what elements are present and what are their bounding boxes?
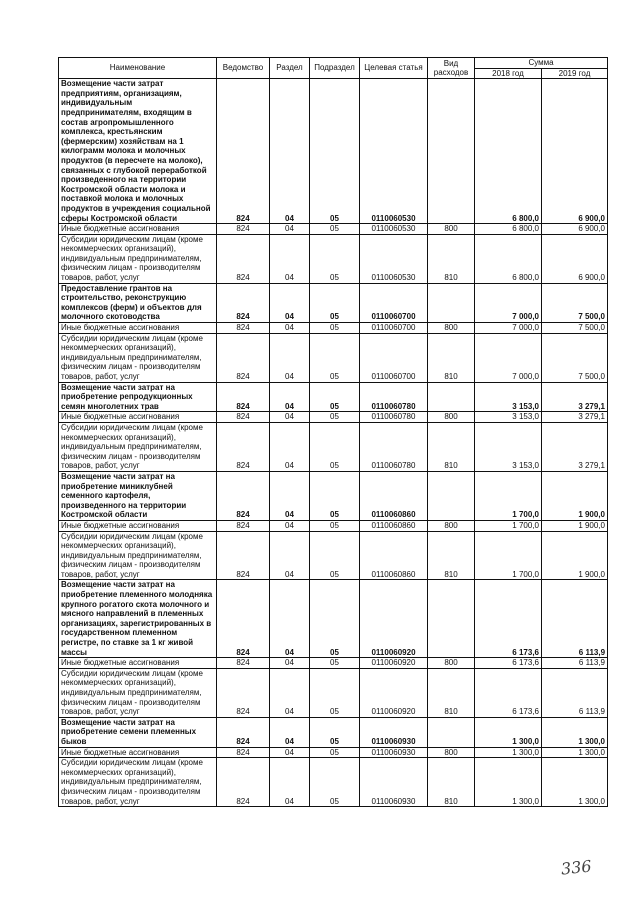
cell-section: 04 — [270, 412, 310, 423]
cell-section: 04 — [270, 580, 310, 658]
cell-name: Возмещение части затрат на приобретение репродукционных семян многолетних трав — [59, 382, 217, 412]
cell-section: 04 — [270, 323, 310, 334]
cell-section: 04 — [270, 471, 310, 520]
table-row — [59, 717, 608, 747]
cell-2019: 3 279,1 — [542, 422, 608, 471]
cell-exptype: 810 — [428, 234, 475, 283]
cell-name: Субсидии юридическим лицам (кроме некоммерческих организаций), индивидуальным предпринимателям, физическим лицам - производителям товаров, работ, услуг — [59, 758, 217, 807]
cell-exptype: 800 — [428, 224, 475, 235]
cell-subsection: 05 — [310, 79, 360, 224]
table-row — [59, 234, 608, 283]
cell-name: Возмещение части затрат на приобретение семени племенных быков — [59, 717, 217, 747]
table-row — [59, 323, 608, 334]
table-row — [59, 758, 608, 807]
cell-name: Субсидии юридическим лицам (кроме некоммерческих организаций), индивидуальным предпринимателям, физическим лицам - производителям товаров, работ, услуг — [59, 668, 217, 717]
cell-target: 0110060530 — [360, 224, 428, 235]
header-year-2018: 2018 год — [475, 68, 542, 79]
cell-dept: 824 — [217, 283, 270, 322]
cell-exptype — [428, 283, 475, 322]
cell-dept: 824 — [217, 323, 270, 334]
cell-2019: 7 500,0 — [542, 333, 608, 382]
cell-dept: 824 — [217, 747, 270, 758]
cell-dept: 824 — [217, 471, 270, 520]
cell-dept: 824 — [217, 333, 270, 382]
cell-name: Субсидии юридическим лицам (кроме некоммерческих организаций), индивидуальным предпринимателям, физическим лицам - производителям товаров, работ, услуг — [59, 234, 217, 283]
cell-name: Возмещение части затрат на приобретение племенного молодняка крупного рогатого скота молочного и мясного направлений в племенных организациях, зарегистрированных в государственном племенном регистре, по ставке за 1 кг живой массы — [59, 580, 217, 658]
cell-2018: 1 700,0 — [475, 471, 542, 520]
cell-2018: 1 700,0 — [475, 520, 542, 531]
cell-section: 04 — [270, 520, 310, 531]
cell-2019: 6 113,9 — [542, 658, 608, 669]
header-dept: Ведомство — [217, 58, 270, 79]
cell-section: 04 — [270, 531, 310, 580]
cell-target: 0110060780 — [360, 382, 428, 412]
cell-name: Иные бюджетные ассигнования — [59, 658, 217, 669]
cell-exptype — [428, 471, 475, 520]
header-subsection: Подраздел — [310, 58, 360, 79]
table-row — [59, 580, 608, 658]
cell-target: 0110060920 — [360, 580, 428, 658]
cell-name: Возмещение части затрат предприятиям, организациям, индивидуальным предпринимателям, входящим в состав агропромышленного комплекса, крестьянским (фермерским) хозяйствам на 1 килограмм молока и молочных продуктов (в пересчете на молоко), связанных с глубокой переработкой произведенного на территории Костромской области молока и поставкой молока и молочных продуктов в учреждения социальной сферы Костромской области — [59, 79, 217, 224]
cell-2018: 1 300,0 — [475, 758, 542, 807]
table-row — [59, 224, 608, 235]
cell-2019: 7 500,0 — [542, 283, 608, 322]
cell-2018: 6 800,0 — [475, 234, 542, 283]
cell-section: 04 — [270, 758, 310, 807]
table-row — [59, 382, 608, 412]
cell-2019: 1 300,0 — [542, 758, 608, 807]
cell-subsection: 05 — [310, 333, 360, 382]
cell-2019: 6 900,0 — [542, 234, 608, 283]
cell-name: Субсидии юридическим лицам (кроме некоммерческих организаций), индивидуальным предпринимателям, физическим лицам - производителям товаров, работ, услуг — [59, 333, 217, 382]
cell-2018: 3 153,0 — [475, 422, 542, 471]
cell-target: 0110060860 — [360, 531, 428, 580]
cell-dept: 824 — [217, 580, 270, 658]
page-number: 336 — [560, 856, 593, 879]
cell-target: 0110060530 — [360, 79, 428, 224]
cell-2018: 7 000,0 — [475, 323, 542, 334]
cell-dept: 824 — [217, 224, 270, 235]
cell-target: 0110060700 — [360, 323, 428, 334]
cell-2019: 6 113,9 — [542, 580, 608, 658]
cell-target: 0110060920 — [360, 658, 428, 669]
cell-subsection: 05 — [310, 758, 360, 807]
cell-2019: 7 500,0 — [542, 323, 608, 334]
cell-subsection: 05 — [310, 747, 360, 758]
cell-target: 0110060860 — [360, 520, 428, 531]
cell-section: 04 — [270, 283, 310, 322]
cell-exptype: 800 — [428, 520, 475, 531]
cell-name: Субсидии юридическим лицам (кроме некоммерческих организаций), индивидуальным предпринимателям, физическим лицам - производителям товаров, работ, услуг — [59, 531, 217, 580]
cell-section: 04 — [270, 382, 310, 412]
cell-target: 0110060700 — [360, 333, 428, 382]
cell-exptype: 800 — [428, 747, 475, 758]
cell-2019: 1 900,0 — [542, 471, 608, 520]
cell-2018: 6 173,6 — [475, 658, 542, 669]
cell-dept: 824 — [217, 234, 270, 283]
cell-dept: 824 — [217, 422, 270, 471]
cell-section: 04 — [270, 668, 310, 717]
cell-exptype: 800 — [428, 323, 475, 334]
cell-2018: 6 173,6 — [475, 580, 542, 658]
cell-target: 0110060920 — [360, 668, 428, 717]
cell-2018: 6 800,0 — [475, 224, 542, 235]
cell-section: 04 — [270, 333, 310, 382]
cell-dept: 824 — [217, 79, 270, 224]
table-row — [59, 333, 608, 382]
cell-name: Иные бюджетные ассигнования — [59, 224, 217, 235]
cell-target: 0110060930 — [360, 717, 428, 747]
cell-name: Субсидии юридическим лицам (кроме некоммерческих организаций), индивидуальным предпринимателям, физическим лицам - производителям товаров, работ, услуг — [59, 422, 217, 471]
cell-target: 0110060930 — [360, 758, 428, 807]
cell-section: 04 — [270, 224, 310, 235]
table-row — [59, 422, 608, 471]
cell-subsection: 05 — [310, 422, 360, 471]
header-sum: Сумма — [475, 58, 608, 69]
cell-2019: 6 900,0 — [542, 224, 608, 235]
budget-table — [58, 57, 608, 807]
cell-subsection: 05 — [310, 323, 360, 334]
cell-2018: 7 000,0 — [475, 283, 542, 322]
cell-exptype — [428, 580, 475, 658]
table-row — [59, 658, 608, 669]
cell-subsection: 05 — [310, 531, 360, 580]
header-section: Раздел — [270, 58, 310, 79]
cell-2019: 6 900,0 — [542, 79, 608, 224]
cell-2018: 3 153,0 — [475, 382, 542, 412]
cell-2018: 7 000,0 — [475, 333, 542, 382]
cell-target: 0110060700 — [360, 283, 428, 322]
cell-exptype: 810 — [428, 422, 475, 471]
cell-section: 04 — [270, 234, 310, 283]
cell-exptype: 810 — [428, 668, 475, 717]
cell-2019: 6 113,9 — [542, 668, 608, 717]
cell-dept: 824 — [217, 717, 270, 747]
cell-dept: 824 — [217, 412, 270, 423]
table-row — [59, 747, 608, 758]
cell-subsection: 05 — [310, 283, 360, 322]
cell-section: 04 — [270, 79, 310, 224]
cell-2018: 1 300,0 — [475, 717, 542, 747]
cell-subsection: 05 — [310, 412, 360, 423]
cell-2019: 1 300,0 — [542, 717, 608, 747]
table-row — [59, 531, 608, 580]
cell-subsection: 05 — [310, 580, 360, 658]
cell-name: Иные бюджетные ассигнования — [59, 747, 217, 758]
header-exptype: Вид расходов — [428, 58, 475, 79]
cell-name: Возмещение части затрат на приобретение миниклубней семенного картофеля, произведенного на территории Костромской области — [59, 471, 217, 520]
cell-name: Иные бюджетные ассигнования — [59, 323, 217, 334]
cell-exptype: 800 — [428, 412, 475, 423]
cell-dept: 824 — [217, 668, 270, 717]
table-body — [59, 79, 608, 807]
header-year-2019: 2019 год — [542, 68, 608, 79]
cell-2018: 3 153,0 — [475, 412, 542, 423]
header-target: Целевая статья — [360, 58, 428, 79]
table-row — [59, 412, 608, 423]
cell-exptype — [428, 382, 475, 412]
cell-target: 0110060780 — [360, 422, 428, 471]
cell-section: 04 — [270, 747, 310, 758]
cell-target: 0110060530 — [360, 234, 428, 283]
cell-exptype: 810 — [428, 758, 475, 807]
header-name: Наименование — [59, 58, 217, 79]
cell-2019: 1 300,0 — [542, 747, 608, 758]
cell-dept: 824 — [217, 382, 270, 412]
table-row — [59, 283, 608, 322]
cell-section: 04 — [270, 717, 310, 747]
cell-exptype: 810 — [428, 531, 475, 580]
cell-subsection: 05 — [310, 224, 360, 235]
table-row — [59, 668, 608, 717]
cell-name: Иные бюджетные ассигнования — [59, 520, 217, 531]
cell-2018: 1 300,0 — [475, 747, 542, 758]
cell-2019: 3 279,1 — [542, 382, 608, 412]
cell-name: Предоставление грантов на строительство, реконструкцию комплексов (ферм) и объектов для молочного скотоводства — [59, 283, 217, 322]
cell-2019: 1 900,0 — [542, 520, 608, 531]
cell-dept: 824 — [217, 520, 270, 531]
cell-subsection: 05 — [310, 471, 360, 520]
cell-subsection: 05 — [310, 668, 360, 717]
cell-subsection: 05 — [310, 382, 360, 412]
cell-subsection: 05 — [310, 717, 360, 747]
cell-section: 04 — [270, 658, 310, 669]
cell-2019: 3 279,1 — [542, 412, 608, 423]
cell-subsection: 05 — [310, 520, 360, 531]
cell-section: 04 — [270, 422, 310, 471]
cell-target: 0110060860 — [360, 471, 428, 520]
cell-dept: 824 — [217, 531, 270, 580]
cell-target: 0110060930 — [360, 747, 428, 758]
cell-2018: 6 173,6 — [475, 668, 542, 717]
cell-2018: 1 700,0 — [475, 531, 542, 580]
table-row — [59, 79, 608, 224]
cell-dept: 824 — [217, 758, 270, 807]
cell-subsection: 05 — [310, 658, 360, 669]
cell-exptype — [428, 79, 475, 224]
table-row — [59, 520, 608, 531]
cell-exptype: 800 — [428, 658, 475, 669]
cell-2019: 1 900,0 — [542, 531, 608, 580]
cell-exptype: 810 — [428, 333, 475, 382]
cell-name: Иные бюджетные ассигнования — [59, 412, 217, 423]
cell-target: 0110060780 — [360, 412, 428, 423]
cell-subsection: 05 — [310, 234, 360, 283]
cell-exptype — [428, 717, 475, 747]
cell-dept: 824 — [217, 658, 270, 669]
table-row — [59, 471, 608, 520]
cell-2018: 6 800,0 — [475, 79, 542, 224]
